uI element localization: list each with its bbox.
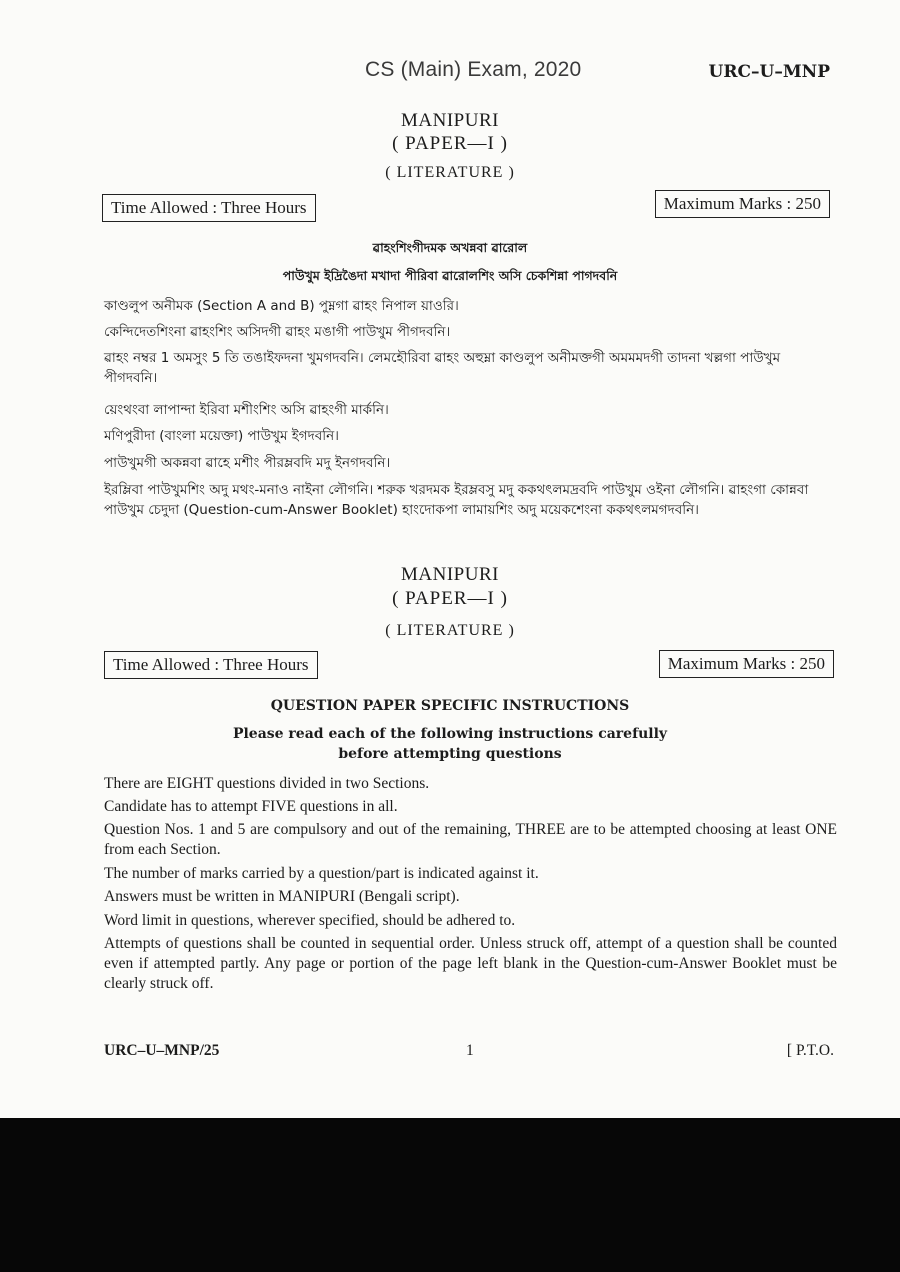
manipuri-instruction: য়েংথংবা লাপান্দা ইরিবা মশীংশিং অসি ৱাহংগী মার্কনি।: [104, 402, 389, 418]
literature-label: ( LITERATURE ): [385, 164, 515, 181]
instructions-title: QUESTION PAPER SPECIFIC INSTRUCTIONS: [270, 698, 630, 714]
subject-title: MANIPURI: [401, 110, 499, 131]
paper-title: ( PAPER—I ): [392, 588, 508, 609]
instructions-subtitle: Please read each of the following instructions carefully: [232, 726, 668, 742]
instruction-line: Question Nos. 1 and 5 are compulsory and out of the remaining, THREE are to be attempted choosing at least ONE from each Section.: [104, 821, 837, 858]
paper-code: URC–U–MNP: [708, 62, 830, 82]
manipuri-instruction: ইরম্লিবা পাউখুমশিং অদু মথং-মনাও নাইনা লৌগনি। শরুক খরদমক ইরম্লবসু মদু ককথৎলমদ্রবদি পাউখুম ওইনা লৌগনি। ৱাহংগা কোন্নবা পাউখুম চেদুদা (Question-cum-Answer Booklet) হাংদোকপা লামায়শিং অদু ময়েকশেংনা ককথৎলমগদবনি।: [104, 482, 809, 518]
instruction-line: The number of marks carried by a question/part is indicated against it.: [104, 865, 539, 882]
instructions-subtitle: before attempting questions: [338, 746, 562, 762]
instruction-line: Attempts of questions shall be counted in sequential order. Unless struck off, attempt of a question shall be counted even if attempted partly. Any page or portion of the page left blank in the Question-cum-Answer Booklet must be clearly struck off.: [104, 935, 837, 992]
pto-label: [ P.T.O.: [786, 1042, 834, 1059]
manipuri-subheading: পাউখুম ইদ্রিঙৈদা মখাদা পীরিবা ৱারোলশিং অসি চেকশিন্না পাগদবনি: [282, 268, 618, 283]
manipuri-heading: ৱাহংশিংগীদমক অখন্নবা ৱারোল: [372, 240, 528, 255]
instruction-line: Answers must be written in MANIPURI (Bengali script).: [104, 888, 460, 905]
instruction-line: Word limit in questions, wherever specified, should be adhered to.: [104, 912, 516, 929]
manipuri-instruction: ৱাহং নম্বর 1 অমসুং 5 তি তঙাইফদনা খুমগদবনি। লেমহৌরিবা ৱাহং অহুম্না কাণ্ডলুপ অনীমক্তগী অমমমদগী তাদনা খল্লগা পাউখুম পীগদবনি।: [104, 350, 781, 386]
instruction-line: There are EIGHT questions divided in two Sections.: [104, 775, 430, 792]
max-marks-box: Maximum Marks : 250: [659, 650, 834, 678]
manipuri-instruction: মণিপুরীদা (বাংলা ময়েক্তা) পাউখুম ইগদবনি।: [104, 428, 339, 444]
paper-title: ( PAPER—I ): [392, 133, 508, 154]
exam-title: CS (Main) Exam, 2020: [365, 58, 582, 81]
manipuri-instruction: কেন্দিদেতশিংনা ৱাহংশিং অসিদগী ৱাহং মঙাগী পাউখুম পীগদবনি।: [104, 324, 451, 340]
instruction-line: Candidate has to attempt FIVE questions in all.: [104, 798, 398, 815]
manipuri-instruction: পাউখুমগী অকন্নবা ৱাহে মশীং পীরম্লবদি মদু ইনগদবনি।: [104, 455, 391, 471]
scan-background: [0, 1118, 900, 1272]
subject-title: MANIPURI: [401, 564, 499, 585]
max-marks-box: Maximum Marks : 250: [655, 190, 830, 218]
time-allowed-box: Time Allowed : Three Hours: [104, 651, 318, 679]
footer-code: URC–U–MNP/25: [104, 1042, 220, 1059]
page-number: 1: [466, 1042, 474, 1059]
time-allowed-box: Time Allowed : Three Hours: [102, 194, 316, 222]
manipuri-instruction: কাণ্ডলুপ অনীমক (Section A and B) পুম্নগা ৱাহং নিপাল য়াওরি।: [104, 298, 459, 314]
literature-label: ( LITERATURE ): [385, 622, 515, 639]
